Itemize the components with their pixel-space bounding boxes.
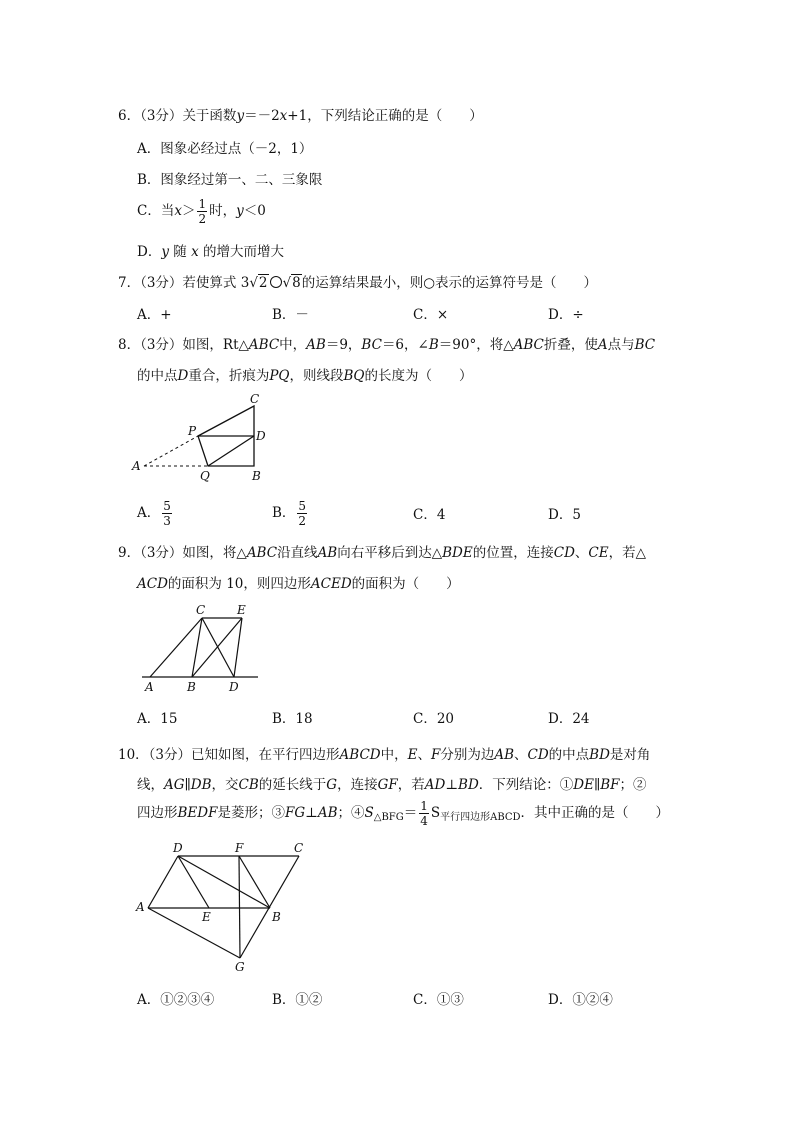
q10-stem-line1: 10．（3分）已知如图，在平行四边形ABCD中，E、F分别为边AB、CD的中点BD是对角 bbox=[118, 747, 651, 763]
q10-option-d: D．①②④ bbox=[548, 992, 613, 1008]
q7-option-b: B．－ bbox=[272, 307, 309, 323]
q9-stem-line2: ACD的面积为 10，则四边形ACED的面积为（ ） bbox=[137, 576, 460, 592]
q8-option-b: B． $\frac{5}{2}$ bbox=[272, 499, 307, 528]
q6-option-b: B．图象经过第一、二、三象限 bbox=[137, 172, 323, 188]
q10-option-c: C．①③ bbox=[413, 992, 464, 1008]
q8-option-d: D．5 bbox=[548, 507, 581, 523]
q9-option-a: A．15 bbox=[137, 711, 178, 727]
q8-label-d: D bbox=[256, 429, 266, 443]
q10-label-c: C bbox=[294, 841, 304, 855]
q8-option-c: C．4 bbox=[413, 507, 446, 523]
q8-label-b: B bbox=[252, 469, 261, 483]
circle-operator-icon bbox=[270, 276, 282, 288]
q9-figure bbox=[138, 600, 264, 696]
q7-option-a: A．+ bbox=[137, 307, 172, 323]
q6-option-a: A．图象必经过点（－2，1） bbox=[137, 141, 313, 157]
q9-stem-line1: 9．（3分）如图，将△ABC沿直线AB向右平移后到达△BDE的位置，连接CD、CE，若△ bbox=[118, 545, 646, 561]
q9-option-c: C．20 bbox=[413, 711, 455, 727]
q9-label-d: D bbox=[229, 680, 239, 694]
q8-label-c: C bbox=[250, 392, 260, 406]
q10-label-f: F bbox=[235, 841, 244, 855]
q9-option-b: B．18 bbox=[272, 711, 313, 727]
q10-option-b: B．①② bbox=[272, 992, 323, 1008]
q8-option-a: A． $\frac{5}{3}$ bbox=[137, 499, 171, 528]
q10-figure bbox=[134, 838, 314, 976]
q10-label-e: E bbox=[202, 910, 211, 924]
q8-figure bbox=[130, 388, 280, 484]
q8-label-a: A bbox=[132, 459, 141, 473]
q8-label-q: Q bbox=[200, 469, 210, 483]
q9-label-c: C bbox=[196, 603, 206, 617]
q6-fraction: $\frac{1}{2}$ bbox=[198, 197, 207, 226]
q10-stem-line2: 线，AG∥DB，交CB的延长线于G，连接GF，若AD⊥BD．下列结论：①DE∥BF；② bbox=[137, 777, 647, 793]
q10-stem-line3: 四边形BEDF是菱形；③FG⊥AB；$④S_{\triangle BFG}=$ $\frac{1}{4}$ $S_{平行四边形ABCD}$．其中正确的是（ ） bbox=[137, 799, 670, 828]
q8-stem-line1: 8．（3分）如图，Rt△ABC中，AB＝9，BC＝6，∠B＝90°，将△ABC折叠，使A点与BC bbox=[118, 337, 656, 353]
q10-option-a: A．①②③④ bbox=[137, 992, 215, 1008]
q7-stem: 7．（3分）若使算式 3√2 √8的运算结果最小，则○表示的运算符号是（ ） bbox=[118, 275, 597, 291]
q9-label-a: A bbox=[145, 680, 154, 694]
q8-label-p: P bbox=[188, 424, 197, 438]
q9-label-e: E bbox=[237, 603, 246, 617]
q7-option-d: D．÷ bbox=[548, 307, 584, 323]
q9-label-b: B bbox=[187, 680, 196, 694]
q10-label-b: B bbox=[272, 910, 281, 924]
q8-stem-line2: 的中点D重合，折痕为PQ，则线段BQ的长度为（ ） bbox=[137, 368, 473, 384]
q6-stem: 6．（3分）关于函数y＝－2x+1，下列结论正确的是（ ） bbox=[118, 108, 483, 124]
q7-option-c: C．× bbox=[413, 307, 449, 323]
q9-option-d: D．24 bbox=[548, 711, 590, 727]
q10-label-a: A bbox=[136, 900, 145, 914]
q10-label-g: G bbox=[235, 960, 245, 974]
q6-option-d: D．y 随 x 的增大而增大 bbox=[137, 244, 284, 260]
q10-label-d: D bbox=[173, 841, 183, 855]
q6-option-c: C．当x＞ $\frac{1}{2}$ 时，y＜0 bbox=[137, 197, 266, 226]
